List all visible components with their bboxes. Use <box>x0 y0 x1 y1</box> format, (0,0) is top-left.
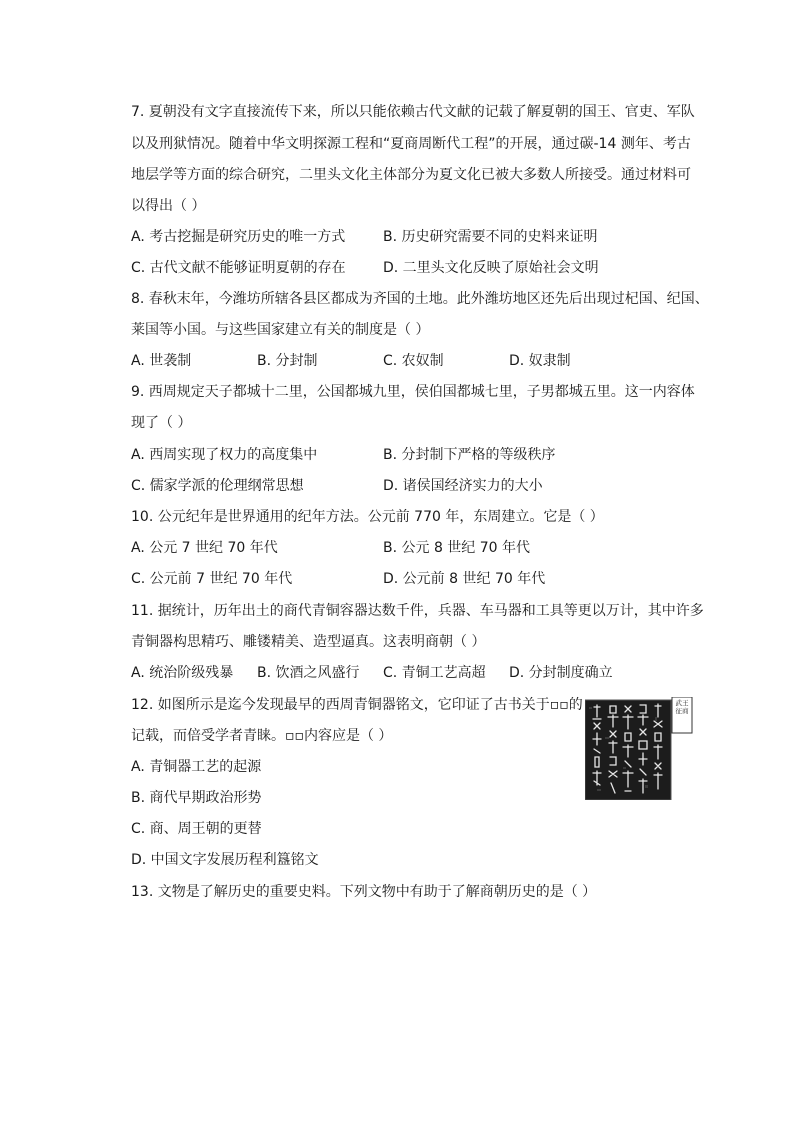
question-11-option-a: A. 统治阶级残暴 <box>131 665 234 681</box>
question-7-line-3: 地层学等方面的综合研究，二里头文化主体部分为夏文化已被大多数人所接受。通过材料可 <box>131 167 691 183</box>
question-7-option-d: D. 二里头文化反映了原始社会文明 <box>383 260 599 276</box>
question-8-option-c: C. 农奴制 <box>383 353 444 369</box>
question-7-option-c: C. 古代文献不能够证明夏朝的存在 <box>131 260 346 276</box>
question-8-option-b: B. 分封制 <box>257 353 318 369</box>
question-13-line-1: 13. 文物是了解历史的重要史料。下列文物中有助于了解商朝历史的是（ ） <box>131 884 597 900</box>
question-9-option-b: B. 分封制下严格的等级秩序 <box>383 447 556 463</box>
question-9-line-1: 9. 西周规定天子都城十二里，公国都城九里，侯伯国都城七里，子男都城五里。这一内容体 <box>131 384 695 400</box>
question-12-option-a: A. 青铜器工艺的起源 <box>131 759 262 775</box>
question-11-line-1: 11. 据统计，历年出土的商代青铜容器达数千件，兵器、车马器和工具等更以万计，其中许多 <box>131 603 704 619</box>
question-10-option-a: A. 公元 7 世纪 70 年代 <box>131 540 278 556</box>
question-12-line-1: 12. 如图所示是迄今发现最早的西周青铜器铭文，它印证了古书关于▫▫的 <box>131 697 583 713</box>
question-7-line-2: 以及刑狱情况。随着中华文明探源工程和“夏商周断代工程”的开展，通过碳-14 测年、考古 <box>131 136 691 152</box>
question-12-option-b: B. 商代早期政治形势 <box>131 790 262 806</box>
question-8-line-1: 8. 春秋末年，今潍坊所辖各县区都成为齐国的土地。此外潍坊地区还先后出现过杞国、纪国、 <box>131 291 709 307</box>
question-9-line-2: 现了（ ） <box>131 415 192 431</box>
question-12-option-d: D. 中国文字发展历程利簋铭文 <box>131 852 319 868</box>
question-12-option-c: C. 商、周王朝的更替 <box>131 821 262 837</box>
question-8-line-2: 莱国等小国。与这些国家建立有关的制度是（ ） <box>131 322 430 338</box>
question-11-option-c: C. 青铜工艺高超 <box>383 665 486 681</box>
question-12-line-2: 记载，而倍受学者青睐。▫▫内容应是（ ） <box>131 728 393 744</box>
question-7-option-b: B. 历史研究需要不同的史料来证明 <box>383 229 598 245</box>
bronze-inscription-image <box>585 697 693 800</box>
question-9-option-c: C. 儒家学派的伦理纲常思想 <box>131 478 304 494</box>
question-11-option-b: B. 饮酒之风盛行 <box>257 665 360 681</box>
question-9-option-d: D. 诸侯国经济实力的大小 <box>383 478 543 494</box>
question-9-option-a: A. 西周实现了权力的高度集中 <box>131 447 318 463</box>
question-10-option-d: D. 公元前 8 世纪 70 年代 <box>383 571 546 587</box>
question-7-line-4: 以得出（ ） <box>131 198 206 214</box>
question-11-line-2: 青铜器构思精巧、雕镂精美、造型逼真。这表明商朝（ ） <box>131 634 486 650</box>
inscription-label: 武王征商 <box>675 699 689 715</box>
question-11-option-d: D. 分封制度确立 <box>509 665 613 681</box>
question-10-option-b: B. 公元 8 世纪 70 年代 <box>383 540 531 556</box>
question-8-option-d: D. 奴隶制 <box>509 353 571 369</box>
question-10-line-1: 10. 公元纪年是世界通用的纪年方法。公元前 770 年，东周建立。它是（ ） <box>131 509 604 525</box>
question-10-option-c: C. 公元前 7 世纪 70 年代 <box>131 571 293 587</box>
question-7-option-a: A. 考古挖掘是研究历史的唯一方式 <box>131 229 346 245</box>
question-8-option-a: A. 世袭制 <box>131 353 192 369</box>
question-7-line-1: 7. 夏朝没有文字直接流传下来，所以只能依赖古代文献的记载了解夏朝的国王、官吏、军队 <box>131 104 695 120</box>
